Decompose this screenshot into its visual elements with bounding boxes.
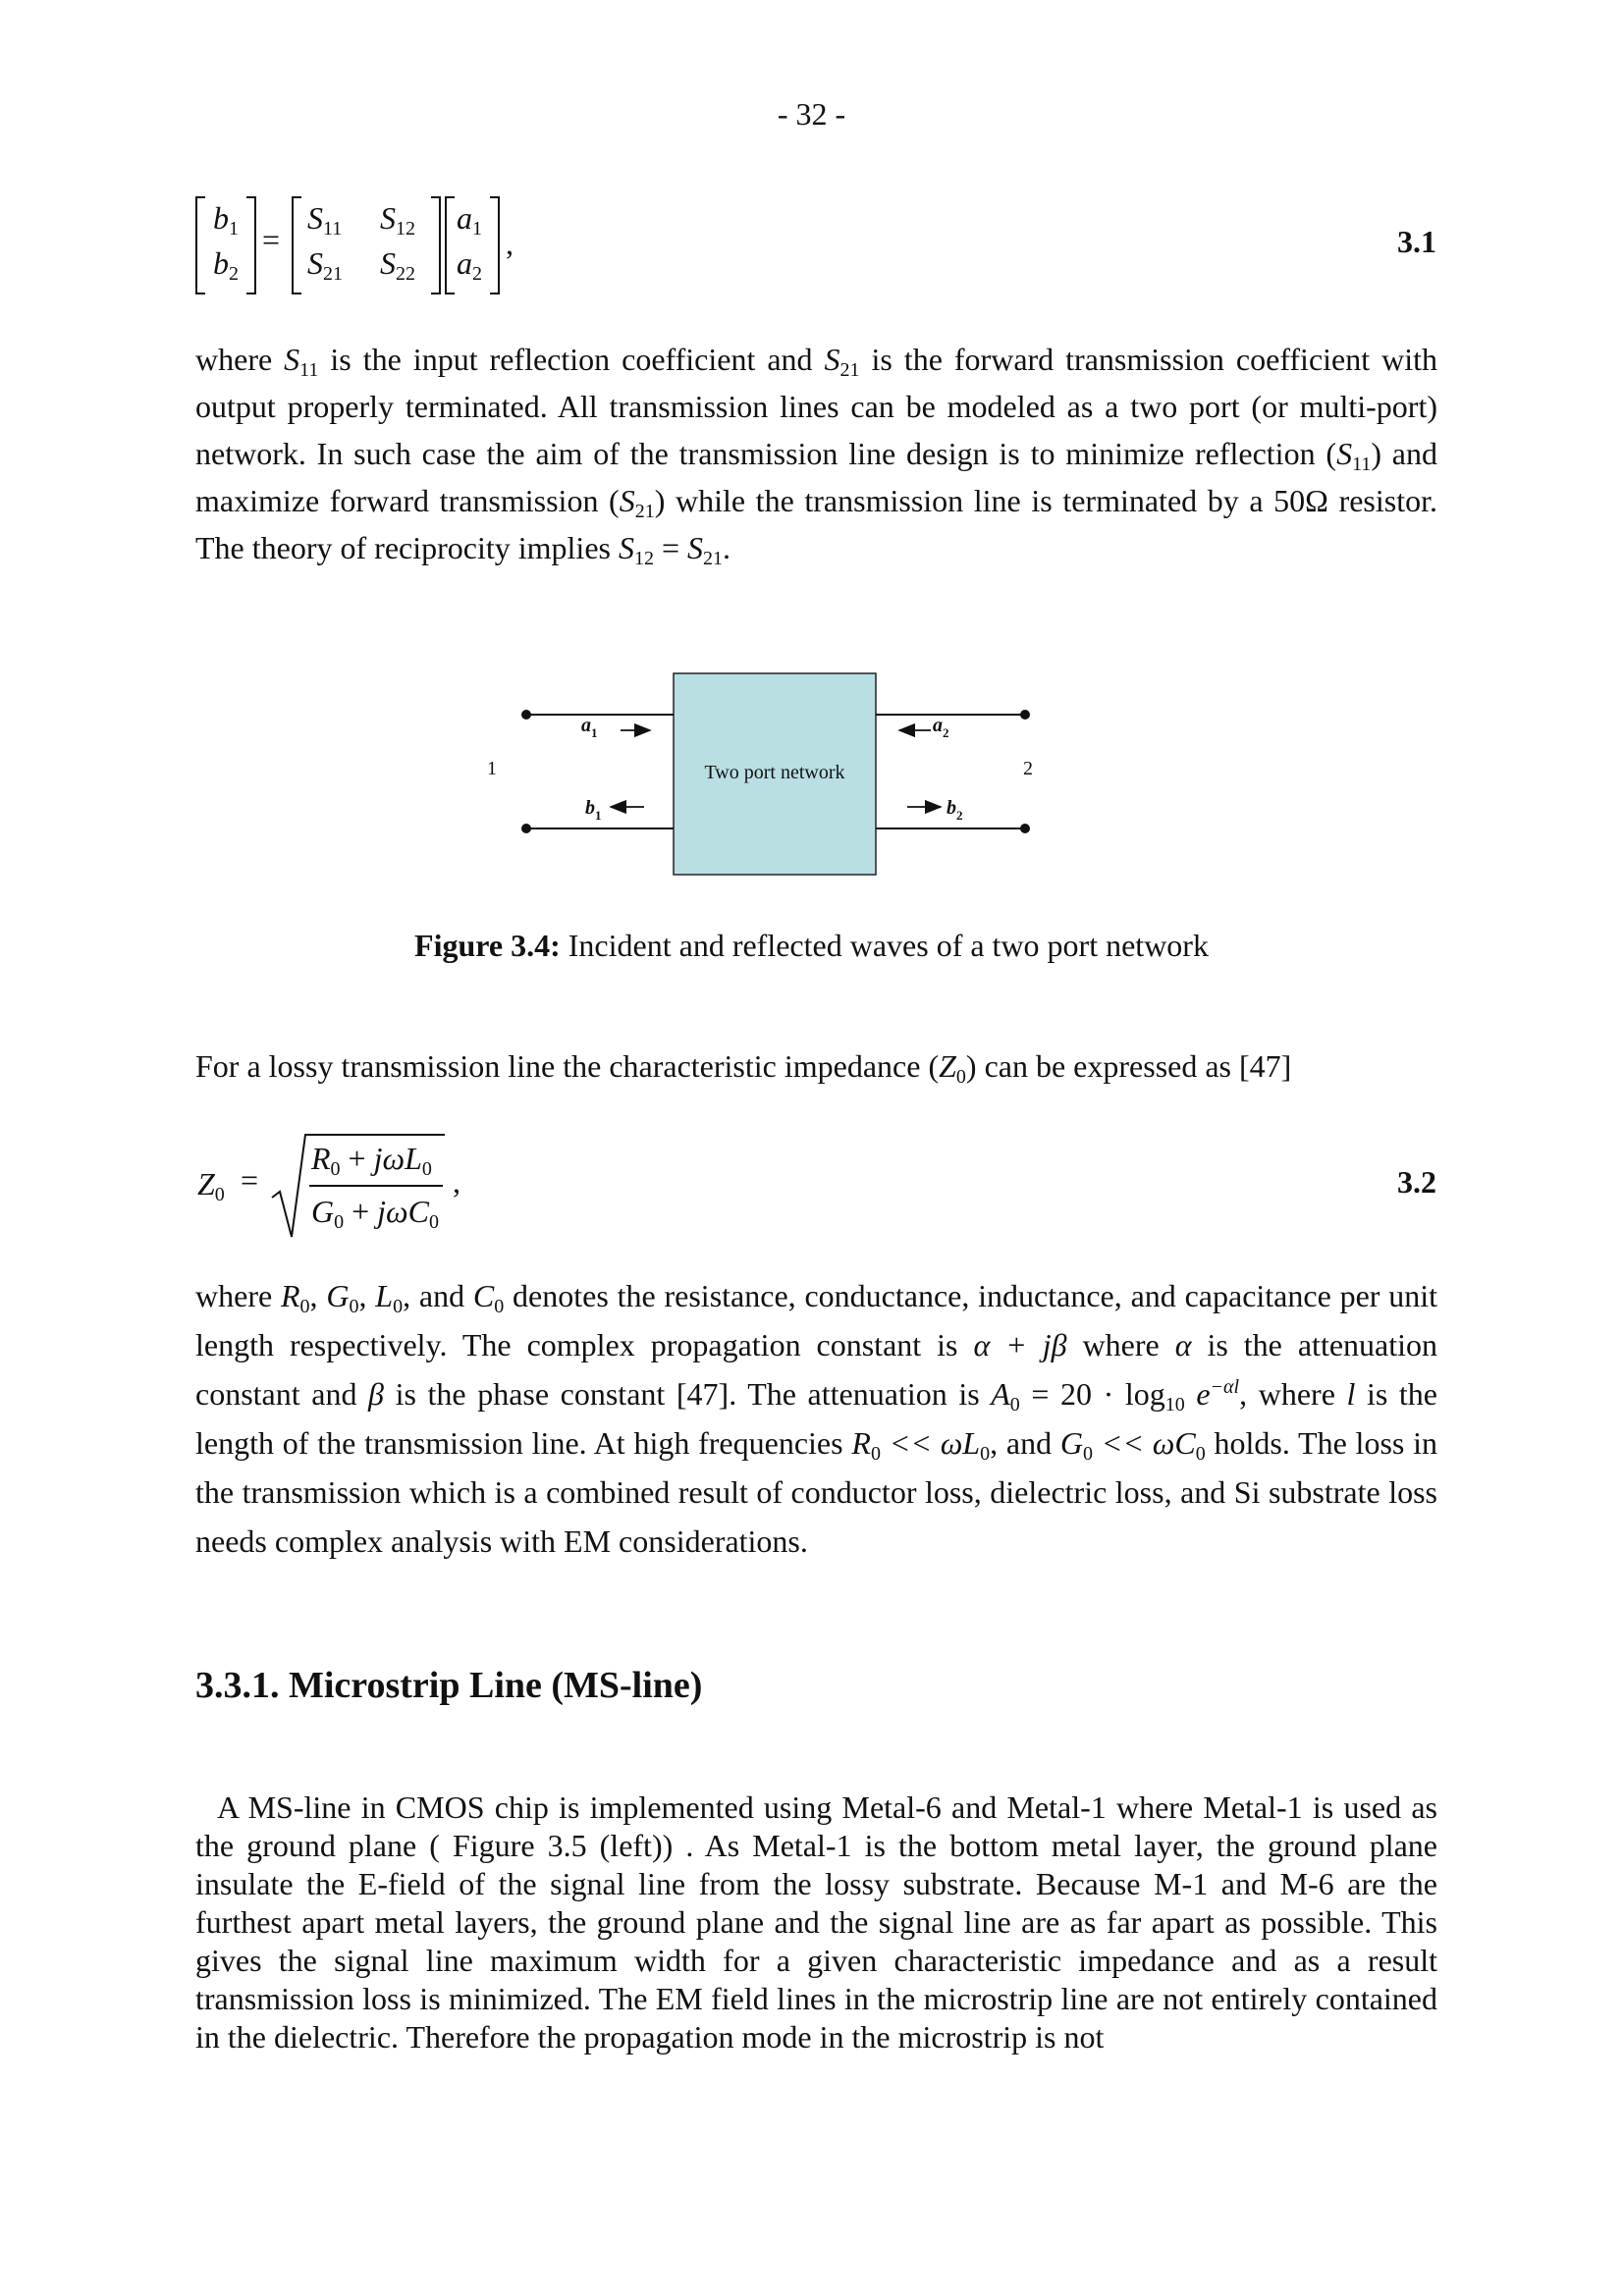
- terminal-dot: [521, 824, 531, 833]
- eq1-a2: $a_2$: [457, 245, 482, 285]
- eq1-equals: =: [262, 222, 281, 257]
- eq1-b1: $b_1$: [213, 200, 239, 240]
- equation-number-3-2: 3.2: [1397, 1164, 1436, 1200]
- equation-3-1: [195, 196, 549, 294]
- page-number: - 32 -: [777, 96, 846, 132]
- port2-label: 2: [1023, 758, 1033, 779]
- b1-label: $b_1$: [585, 797, 602, 823]
- equation-number-3-1: 3.1: [1397, 224, 1436, 259]
- paragraph-microstrip: A MS-line in CMOS chip is implemented using Metal-6 and Metal-1 where Metal-1 is used as the ground plane ( Figure 3.5 (left)) . As Metal-1 is the bottom metal layer, the ground plane insulate the E-field of the signal line from the lossy substrate. Because M-1 and M-6 are the furthest apart metal layers, the ground plane and the signal line are as far apart as possible. This gives the signal line maximum width for a given characteristic impedance and as a result transmission loss is minimized. The EM field lines in the microstrip line are not entirely contained in the dielectric. Therefore the propagation mode in the microstrip is not: [195, 1789, 1437, 2055]
- eq1-comma: ,: [506, 226, 514, 261]
- b2-label: $b_2$: [947, 797, 963, 823]
- section-heading: 3.3.1. Microstrip Line (MS-line): [195, 1665, 703, 1706]
- block-label: Two port network: [704, 762, 845, 783]
- a2-label: $a_2$: [933, 715, 949, 740]
- equation-3-2: [195, 1131, 510, 1249]
- eq2-comma: ,: [453, 1164, 460, 1200]
- eq1-s22: $S_{22}$: [380, 245, 415, 285]
- paragraph-loss-parameters: where $R_0$, $G_0$, $L_0$, and $C_0$ denotes the resistance, conductance, inductance, and capacitance per unit length respectively. The complex propagation constant is α + jβ where α is the attenuation constant and β is the phase constant [47]. The attenuation is $A_0 = 20 \cdot \log_{10} e^{-\alpha l}$, where l is the length of the transmission line. At high frequencies $R_0 << \omega L_0$, and $G_0 << \omega C_0$ holds. The loss in the transmission which is a combined result of conductor loss, dielectric loss, and Si substrate loss needs complex analysis with EM considerations.: [195, 1278, 1438, 1559]
- figure-two-port-network: [487, 667, 1041, 893]
- eq2-numerator: $R_0 + j\omega L_0$: [311, 1141, 432, 1180]
- eq2-lhs: $Z_0$: [197, 1166, 225, 1205]
- terminal-dot: [1020, 824, 1030, 833]
- eq1-s12: $S_{12}$: [380, 200, 415, 240]
- eq1-b2: $b_2$: [213, 245, 239, 285]
- terminal-dot: [1020, 710, 1030, 720]
- port1-label: 1: [487, 758, 497, 779]
- eq2-equals: =: [241, 1162, 259, 1198]
- a1-label: $a_1$: [581, 715, 598, 740]
- eq1-s11: $S_{11}$: [307, 200, 343, 240]
- terminal-dot: [521, 710, 531, 720]
- eq2-denominator: $G_0 + j\omega C_0$: [311, 1194, 439, 1233]
- paragraph-characteristic-impedance: For a lossy transmission line the characteristic impedance $(Z_0)$ can be expressed as [47]: [195, 1048, 1292, 1088]
- eq1-s21: $S_{21}$: [307, 245, 343, 285]
- figure-caption: Figure 3.4: Incident and reflected waves of a two port network: [414, 928, 1209, 963]
- eq1-a1: $a_1$: [457, 200, 482, 240]
- paragraph-s-parameters: where $S_{11}$ is the input reflection coefficient and $S_{21}$ is the forward transmission coefficient with output properly terminated. All transmission lines can be modeled as a two port (or multi-port) network. In such case the aim of the transmission line design is to minimize reflection $(S_{11})$ and maximize forward transmission $(S_{21})$ while the transmission line is terminated by a 50Ω resistor. The theory of reciprocity implies $S_{12} = S_{21}$.: [195, 342, 1438, 569]
